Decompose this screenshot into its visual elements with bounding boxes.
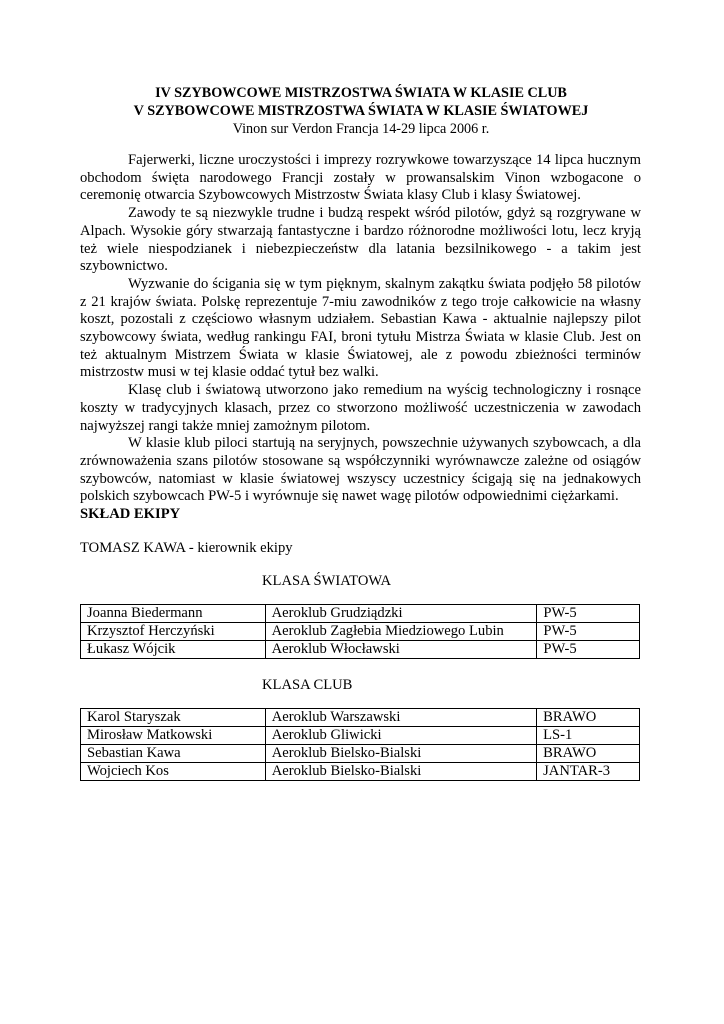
- table-row: [81, 763, 640, 781]
- paragraph: Wyzwanie do ścigania się w tym pięknym, skalnym zakątku świata podjęło 58 pilotów z 21 krajów świata. Polskę reprezentuje 7-miu zawodników z tego troje całkowicie na własny koszt, pozostali z częściowo własnym udziałem. Sebastian Kawa - aktualnie najlepszy pilot szybowcowy świata, według rankingu FAI, broni tytułu Mistrza Świata w klasie Club. Jest on też aktualnym Mistrzem Świata w klasie Światowej, ale z powodu zbieżności terminów mistrzostw musi w tej klasie oddać tytuł bez walki.: [80, 275, 641, 381]
- paragraph: Klasę club i światową utworzono jako remedium na wyścig technologiczny i rosnące koszty w tradycyjnych klasach, przez co stworzono możliwość uczestniczenia w zawodach najwyższej rangi także mniej zamożnym pilotom.: [80, 382, 641, 434]
- pilot-club: Aeroklub Grudziądzki: [265, 605, 537, 623]
- glider-type: BRAWO: [537, 745, 640, 763]
- pilot-name: Łukasz Wójcik: [81, 641, 266, 659]
- table-row: [81, 745, 640, 763]
- title-line-1: IV SZYBOWCOWE MISTRZOSTWA ŚWIATA W KLASIE CLUB: [155, 85, 567, 101]
- paragraph: Fajerwerki, liczne uroczystości i imprezy rozrywkowe towarzyszące 14 lipca hucznym obchodom święta narodowego Francji zostały w prowansalskim Vinon wzbogacone o ceremonię otwarcia Szybowcowych Mistrzostw Świata klasy Club i klasy Światowej.: [80, 152, 641, 204]
- pilot-name: Joanna Biedermann: [81, 605, 266, 623]
- pilot-name: Karol Staryszak: [81, 709, 266, 727]
- table-row: [81, 709, 640, 727]
- team-leader: TOMASZ KAWA - kierownik ekipy: [80, 540, 293, 556]
- table-row: [81, 727, 640, 745]
- glider-type: PW-5: [537, 623, 640, 641]
- paragraph: Zawody te są niezwykle trudne i budzą respekt wśród pilotów, gdyż są rozgrywane w Alpach. Wysokie góry stwarzają fantastyczne i bardzo różnorodne możliwości lotu, lecz kryją też wiele niespodzianek i niebezpieczeństw dla latania bezsilnikowego - a takim jest szybownictwo.: [80, 205, 641, 275]
- paragraph: W klasie klub piloci startują na seryjnych, powszechnie używanych szybowcach, a dla zrównoważenia szans pilotów stosowane są współczynniki wyrównawcze zależne od osiągów szybowców, natomiast w klasie światowej wszyscy uczestnicy ścigają się na jednakowych polskich szybowcach PW-5 i wyrównuje się nawet wagę pilotów odpowiednimi ciężarkami.: [80, 435, 641, 505]
- klasa-swiatowa-title: KLASA ŚWIATOWA: [262, 573, 392, 589]
- glider-type: LS-1: [537, 727, 640, 745]
- table-row: [81, 623, 640, 641]
- article-body: [80, 152, 641, 506]
- subtitle-location-date: Vinon sur Verdon Francja 14-29 lipca 2006 r.: [232, 121, 490, 137]
- pilot-name: Mirosław Matkowski: [81, 727, 266, 745]
- document-header: [80, 84, 642, 138]
- pilot-club: Aeroklub Bielsko-Bialski: [265, 745, 536, 763]
- pilot-club: Aeroklub Włocławski: [265, 641, 537, 659]
- pilot-club: Aeroklub Warszawski: [265, 709, 536, 727]
- glider-type: BRAWO: [537, 709, 640, 727]
- klasa-swiatowa-table: [80, 604, 640, 659]
- team-heading: SKŁAD EKIPY: [80, 506, 181, 522]
- title-line-2: V SZYBOWCOWE MISTRZOSTWA ŚWIATA W KLASIE ŚWIATOWEJ: [133, 103, 589, 119]
- glider-type: PW-5: [537, 605, 640, 623]
- table-row: [81, 605, 640, 623]
- pilot-club: Aeroklub Zagłebia Miedziowego Lubin: [265, 623, 537, 641]
- pilot-name: Wojciech Kos: [81, 763, 266, 781]
- table-row: [81, 641, 640, 659]
- pilot-name: Sebastian Kawa: [81, 745, 266, 763]
- glider-type: PW-5: [537, 641, 640, 659]
- klasa-club-title: KLASA CLUB: [262, 677, 353, 693]
- pilot-club: Aeroklub Bielsko-Bialski: [265, 763, 536, 781]
- klasa-club-table: [80, 708, 640, 781]
- pilot-club: Aeroklub Gliwicki: [265, 727, 536, 745]
- pilot-name: Krzysztof Herczyński: [81, 623, 266, 641]
- glider-type: JANTAR-3: [537, 763, 640, 781]
